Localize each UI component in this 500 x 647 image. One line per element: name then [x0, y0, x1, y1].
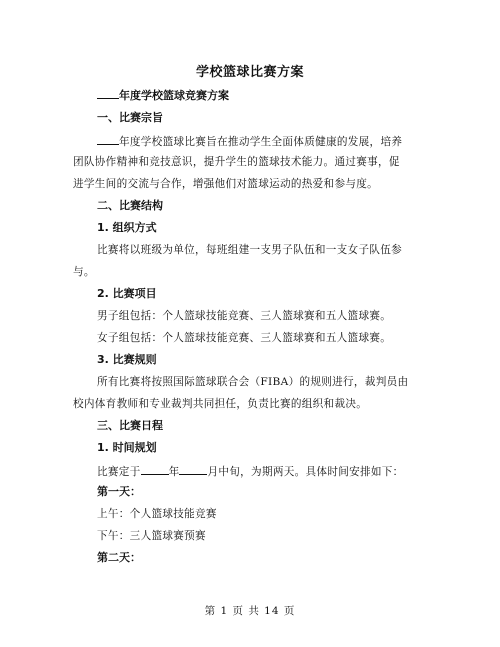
section-2-3-line-1: 所有比赛将按照国际篮球联合会（FIBA）的规则进行，裁判员由: [97, 376, 409, 388]
subtitle-line: [97, 87, 229, 103]
section-2-3-line-2: 校内体育教师和专业裁判共同担任，负责比赛的组织和裁决。: [73, 398, 368, 410]
year-blank: [141, 463, 169, 475]
section-1-heading: 一、比赛宗旨: [97, 111, 163, 124]
section-3-heading: 三、比赛日程: [97, 419, 163, 432]
section-3-1-heading: 1. 时间规划: [97, 441, 157, 454]
schedule-text-c: 月中旬，为期两天。具体时间安排如下：: [207, 466, 404, 478]
page-footer: 第 1 页 共 14 页: [204, 605, 296, 617]
subtitle: 年度学校篮球竞赛方案: [119, 89, 229, 102]
day-1-afternoon: 下午：三人篮球赛预赛: [97, 530, 206, 542]
section-1-para-line-2: 团队协作精神和竞技意识，提升学生的篮球技术能力。通过赛事，促: [73, 156, 400, 168]
year-blank: [97, 87, 119, 99]
section-2-2-line-1: 男子组包括：个人篮球技能竞赛、三人篮球赛和五人篮球赛。: [97, 310, 392, 322]
year-blank: [97, 133, 119, 145]
section-2-3-heading: 3. 比赛规则: [97, 353, 157, 366]
section-1-para-text-1: 年度学校篮球比赛旨在推动学生全面体质健康的发展，培养: [119, 136, 403, 148]
schedule-text-b: 年: [168, 466, 180, 478]
schedule-text-a: 比赛定于: [97, 466, 141, 478]
month-blank: [179, 463, 207, 475]
day-2-heading: 第二天：: [97, 551, 141, 564]
schedule-intro-line: [97, 463, 404, 479]
section-1-para-line-3: 进学生间的交流与合作，增强他们对篮球运动的热爱和参与度。: [73, 178, 379, 190]
section-2-heading: 二、比赛结构: [97, 199, 163, 212]
section-1-para-line-1: [97, 133, 402, 149]
document-title: 学校篮球比赛方案: [195, 65, 304, 80]
section-2-1-line-1: 比赛将以班级为单位，每班组建一支男子队伍和一支女子队伍参: [97, 244, 403, 256]
section-2-2-heading: 2. 比赛项目: [97, 287, 157, 300]
section-2-2-line-2: 女子组包括：个人篮球技能竞赛、三人篮球赛和五人篮球赛。: [97, 332, 392, 344]
section-2-1-line-2: 与。: [73, 266, 95, 278]
day-1-morning: 上午：个人篮球技能竞赛: [97, 508, 217, 520]
section-2-1-heading: 1. 组织方式: [97, 221, 157, 234]
day-1-heading: 第一天：: [97, 485, 141, 498]
